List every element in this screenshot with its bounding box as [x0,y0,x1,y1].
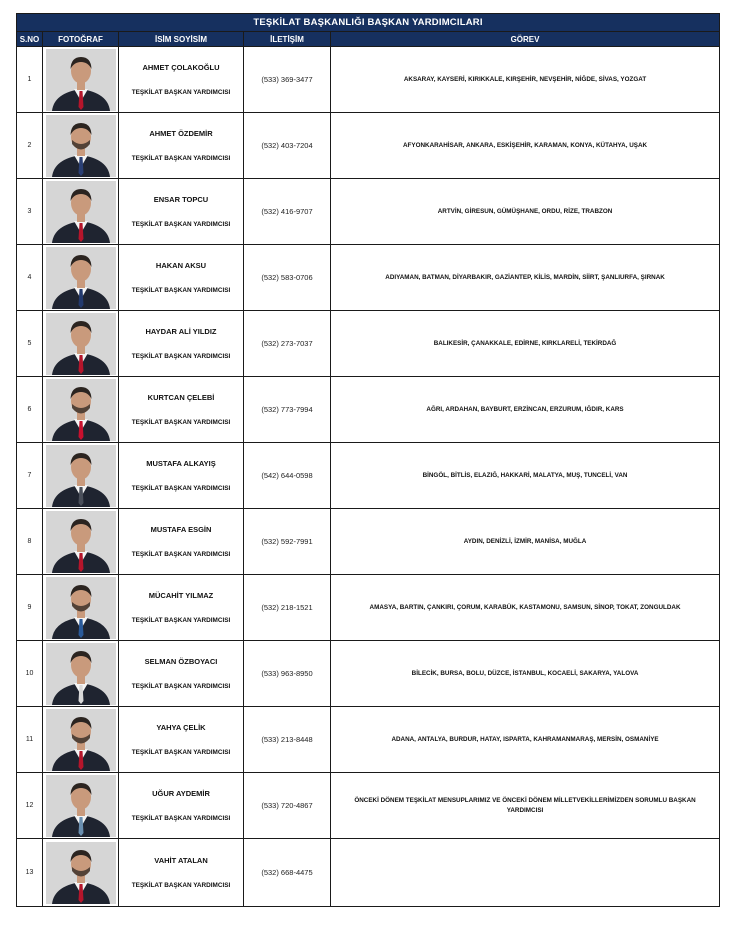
portrait-photo [46,511,116,573]
phone-number: (533) 369-3477 [244,47,331,113]
photo-cell [43,245,119,311]
table-row [17,377,720,443]
table-row [17,773,720,839]
person-title: TEŞKİLAT BAŞKAN YARDIMCISI [131,221,231,228]
person-name: SELMAN ÖZBOYACI [144,657,218,666]
person-name: MÜCAHİT YILMAZ [148,591,214,600]
person-title: TEŞKİLAT BAŞKAN YARDIMCISI [131,89,231,96]
row-number: 12 [17,773,43,839]
staff-directory-sheet [16,13,719,907]
photo-cell [43,113,119,179]
phone-number: (532) 273-7037 [244,311,331,377]
portrait-photo [46,643,116,705]
person-name: AHMET ÇOLAKOĞLU [142,63,220,72]
phone-number: (533) 963-8950 [244,641,331,707]
photo-cell [43,179,119,245]
table-row [17,707,720,773]
row-number: 8 [17,509,43,575]
table-row [17,839,720,907]
duty-cell: ÖNCEKİ DÖNEM TEŞKİLAT MENSUPLARIMIZ VE ÖNCEKİ DÖNEM MİLLETVEKİLLERİMİZDEN SORUMLU BAŞKAN YARDIMCISI [331,773,720,839]
portrait-photo [46,49,116,111]
phone-number: (532) 773-7994 [244,377,331,443]
person-name: HAYDAR ALİ YILDIZ [145,327,217,336]
duty-cell: ADANA, ANTALYA, BURDUR, HATAY, ISPARTA, KAHRAMANMARAŞ, MERSİN, OSMANİYE [331,707,720,773]
portrait-photo [46,181,116,243]
person-title: TEŞKİLAT BAŞKAN YARDIMCISI [131,155,231,162]
table-title: TEŞKİLAT BAŞKANLIĞI BAŞKAN YARDIMCILARI [17,14,720,32]
person-title: TEŞKİLAT BAŞKAN YARDIMCISI [131,287,231,294]
table-row [17,443,720,509]
name-cell [119,575,244,641]
phone-number: (533) 720-4867 [244,773,331,839]
photo-cell [43,641,119,707]
person-name: HAKAN AKSU [155,261,207,270]
photo-cell [43,443,119,509]
person-name: ENSAR TOPCU [153,195,209,204]
phone-number: (532) 218-1521 [244,575,331,641]
table-row [17,575,720,641]
name-cell [119,773,244,839]
staff-table [16,13,720,907]
column-header-contact: İLETİŞİM [244,32,331,47]
person-name: KURTCAN ÇELEBİ [147,393,215,402]
photo-cell [43,47,119,113]
phone-number: (532) 668-4475 [244,839,331,907]
person-title: TEŞKİLAT BAŞKAN YARDIMCISI [131,419,231,426]
phone-number: (542) 644-0598 [244,443,331,509]
portrait-photo [46,577,116,639]
name-cell [119,245,244,311]
person-title: TEŞKİLAT BAŞKAN YARDIMCISI [131,749,231,756]
person-title: TEŞKİLAT BAŞKAN YARDIMCISI [131,882,231,889]
portrait-photo [46,379,116,441]
portrait-photo [46,313,116,375]
name-cell [119,509,244,575]
table-row [17,641,720,707]
duty-cell: AĞRI, ARDAHAN, BAYBURT, ERZİNCAN, ERZURUM, IĞDIR, KARS [331,377,720,443]
column-header-duty: GÖREV [331,32,720,47]
phone-number: (533) 213-8448 [244,707,331,773]
table-row [17,113,720,179]
table-row [17,245,720,311]
row-number: 9 [17,575,43,641]
person-title: TEŞKİLAT BAŞKAN YARDIMCISI [131,815,231,822]
person-name: MUSTAFA ESGİN [150,525,212,534]
column-header-photo: FOTOĞRAF [43,32,119,47]
photo-cell [43,707,119,773]
duty-cell: BİNGÖL, BİTLİS, ELAZIĞ, HAKKARİ, MALATYA, MUŞ, TUNCELİ, VAN [331,443,720,509]
name-cell [119,443,244,509]
duty-cell: BİLECİK, BURSA, BOLU, DÜZCE, İSTANBUL, KOCAELİ, SAKARYA, YALOVA [331,641,720,707]
portrait-photo [46,247,116,309]
table-row [17,47,720,113]
row-number: 6 [17,377,43,443]
name-cell [119,113,244,179]
row-number: 5 [17,311,43,377]
row-number: 3 [17,179,43,245]
photo-cell [43,509,119,575]
portrait-photo [46,842,116,904]
portrait-photo [46,709,116,771]
photo-cell [43,773,119,839]
phone-number: (532) 403-7204 [244,113,331,179]
row-number: 10 [17,641,43,707]
phone-number: (532) 592-7991 [244,509,331,575]
portrait-photo [46,115,116,177]
name-cell [119,839,244,907]
duty-cell [331,839,720,907]
row-number: 1 [17,47,43,113]
column-header-sno: S.NO [17,32,43,47]
person-title: TEŞKİLAT BAŞKAN YARDIMCISI [131,683,231,690]
duty-cell: ARTVİN, GİRESUN, GÜMÜŞHANE, ORDU, RİZE, TRABZON [331,179,720,245]
duty-cell: AYDIN, DENİZLİ, İZMİR, MANİSA, MUĞLA [331,509,720,575]
portrait-photo [46,775,116,837]
photo-cell [43,839,119,907]
table-row [17,311,720,377]
row-number: 11 [17,707,43,773]
portrait-photo [46,445,116,507]
duty-cell: BALIKESİR, ÇANAKKALE, EDİRNE, KIRKLARELİ, TEKİRDAĞ [331,311,720,377]
person-name: YAHYA ÇELİK [156,723,206,732]
name-cell [119,641,244,707]
table-row [17,509,720,575]
photo-cell [43,311,119,377]
photo-cell [43,377,119,443]
row-number: 4 [17,245,43,311]
table-body [17,47,720,907]
duty-cell: AKSARAY, KAYSERİ, KIRIKKALE, KIRŞEHİR, NEVŞEHİR, NİĞDE, SİVAS, YOZGAT [331,47,720,113]
name-cell [119,311,244,377]
duty-cell: ADIYAMAN, BATMAN, DİYARBAKIR, GAZİANTEP, KİLİS, MARDİN, SİİRT, ŞANLIURFA, ŞIRNAK [331,245,720,311]
person-title: TEŞKİLAT BAŞKAN YARDIMCISI [131,617,231,624]
phone-number: (532) 416-9707 [244,179,331,245]
duty-cell: AFYONKARAHİSAR, ANKARA, ESKİŞEHİR, KARAMAN, KONYA, KÜTAHYA, UŞAK [331,113,720,179]
table-row [17,179,720,245]
person-name: VAHİT ATALAN [154,856,208,865]
name-cell [119,47,244,113]
phone-number: (532) 583-0706 [244,245,331,311]
person-title: TEŞKİLAT BAŞKAN YARDIMCISI [131,551,231,558]
row-number: 2 [17,113,43,179]
person-title: TEŞKİLAT BAŞKAN YARDIMCISI [131,353,231,360]
person-name: UĞUR AYDEMİR [152,789,210,798]
name-cell [119,707,244,773]
duty-cell: AMASYA, BARTIN, ÇANKIRI, ÇORUM, KARABÜK, KASTAMONU, SAMSUN, SİNOP, TOKAT, ZONGULDAK [331,575,720,641]
person-name: MUSTAFA ALKAYIŞ [146,459,216,468]
person-name: AHMET ÖZDEMİR [149,129,213,138]
photo-cell [43,575,119,641]
person-title: TEŞKİLAT BAŞKAN YARDIMCISI [131,485,231,492]
row-number: 7 [17,443,43,509]
row-number: 13 [17,839,43,907]
name-cell [119,179,244,245]
name-cell [119,377,244,443]
column-header-name: İSİM SOYİSİM [119,32,244,47]
